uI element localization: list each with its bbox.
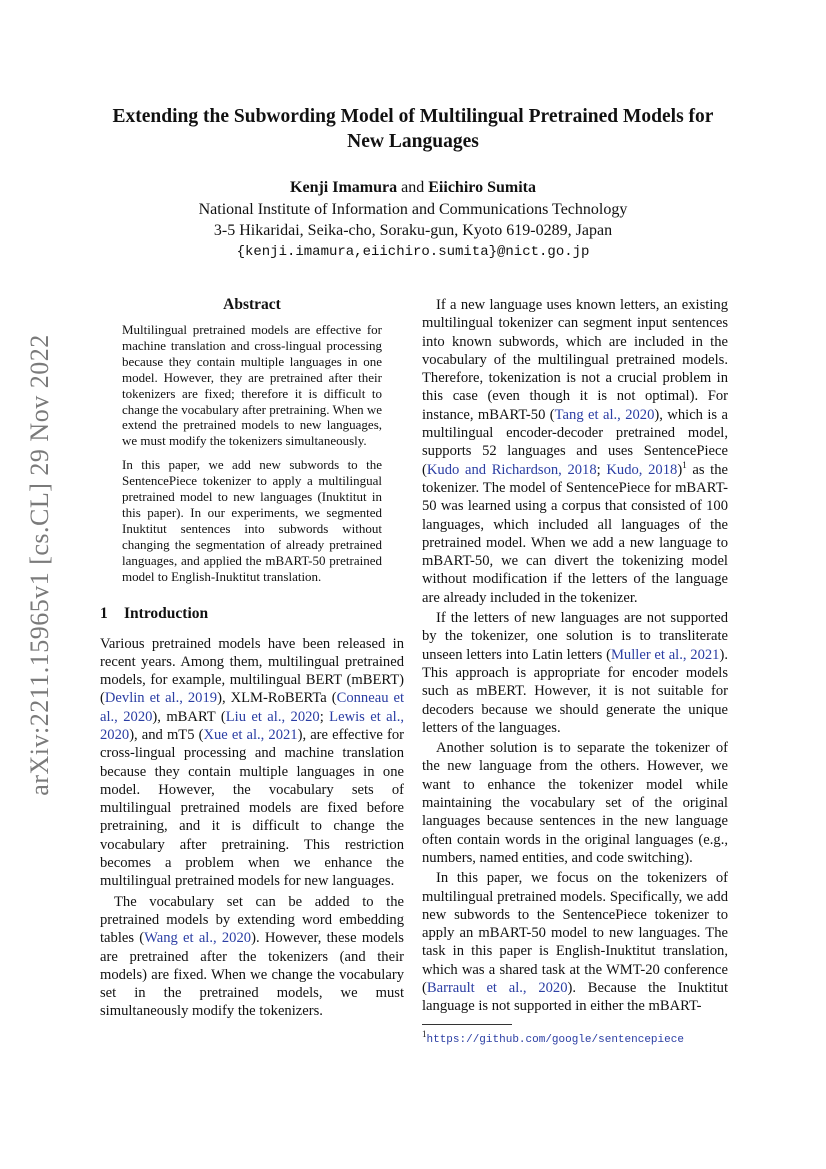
paragraph: In this paper, we focus on the tokenizers of multilingual pretrained models. Specifically, we add new subwords to the SentencePiece tokenizer to apply an mBART-50 model to new languages. The task in this paper is English-Inuktitut translation, which was a shared task at the WMT-20 conference (Barrault et al., 2020). Because the Inuktitut language is not supported in either the mBART- (422, 870, 729, 1015)
abstract-paragraph: Multilingual pretrained models are effective for machine translation and cross-lingual processing because they contain multiple languages in one model. However, they are pretrained after their tokenizers are fixed; therefore it is difficult to change the vocabulary after pretraining. When we extend the pretrained models to new languages, we must modify the tokenizers simultaneously. (122, 322, 382, 449)
abstract-body (122, 322, 382, 585)
citation-link[interactable]: Lewis et al., 2020 (100, 708, 404, 743)
citation-link[interactable]: Tang et al., 2020 (554, 406, 655, 423)
citation-link[interactable]: Conneau et al., 2020 (100, 690, 404, 725)
citation-link[interactable]: Xue et al., 2021 (203, 726, 298, 743)
paragraph: If a new language uses known letters, an existing multilingual tokenizer can segment input sentences into known subwords, which are included in the vocabulary of the multilingual pretrained models. Therefore, tokenization is not a crucial problem in this case (even though it is not optimal). For instance, mBART-50 (Tang et al., 2020), which is a multilingual encoder-decoder pretrained model, supports 52 languages and uses SentencePiece (Kudo and Richardson, 2018; Kudo, 2018)$^1$ as the tokenizer. The model of SentencePiece for mBART-50 was learned using a corpus that consisted of 100 languages, which included all languages of the pretrained model. When we add a new language to mBART-50, we can divert the tokenizing model without modification if the letters of the language are already included in the tokenizer. (422, 297, 728, 606)
citation-link[interactable]: Muller et al., 2021 (610, 646, 720, 663)
citation-link[interactable]: Kudo and Richardson, 2018 (426, 461, 597, 478)
introduction-body (100, 635, 404, 1021)
right-column (422, 296, 728, 1047)
section-number: 1 (100, 604, 108, 622)
arxiv-identifier: arXiv:2211.15965v1 [cs.CL] 29 Nov 2022 (25, 334, 54, 796)
citation-link[interactable]: Devlin et al., 2019 (104, 690, 218, 707)
abstract-paragraph: In this paper, we add new subwords to the SentencePiece tokenizer to apply a multilingual pretrained model to new languages (Inuktitut in this paper). In our experiments, we segmented Inuktitut sentences into subwords without changing the segmentation of already pretrained languages, and applied the mBART-50 pretrained model to English-Inuktitut translation. (122, 457, 382, 584)
affiliation: National Institute of Information and Communications Technology (198, 200, 628, 218)
footnote-number: 1 (422, 1028, 427, 1039)
footnote (422, 1028, 728, 1047)
citation-link[interactable]: Wang et al., 2020 (144, 930, 252, 947)
citation-link[interactable]: Kudo, 2018 (606, 461, 678, 478)
footnote-url[interactable]: https://github.com/google/sentencepiece (426, 1033, 684, 1046)
section-title: Introduction (124, 604, 209, 622)
right-column-body (422, 296, 728, 1016)
footnote-marker[interactable]: 1 (682, 459, 687, 470)
paragraph: If the letters of new languages are not supported by the tokenizer, one solution is to transliterate unseen letters into Latin letters (Muller et al., 2021). This approach is appropriate for encoder models such as mBERT. However, it is not suitable for decoders because we should generate the unique letters of the languages. (422, 610, 728, 736)
arxiv-sidebar (18, 330, 62, 800)
footnote-divider (422, 1024, 512, 1025)
citation-link[interactable]: Barrault et al., 2020 (426, 979, 568, 996)
paragraph: The vocabulary set can be added to the pretrained models by extending word embedding tables (Wang et al., 2020). However, these models are pretrained after the tokenizers (and their models) are fixed. When we change the vocabulary set in the pretrained models, we must simultaneously modify the tokenizers. (100, 893, 404, 1020)
left-column (100, 296, 404, 1021)
abstract-heading: Abstract (223, 296, 281, 313)
address: 3-5 Hikaridai, Seika-cho, Soraku-gun, Kyoto 619-0289, Japan (213, 222, 613, 239)
citation-link[interactable]: Liu et al., 2020 (225, 708, 320, 725)
author-block (100, 177, 726, 263)
author-2: Eiichiro Sumita (428, 179, 536, 196)
author-names (100, 177, 726, 199)
author-1: Kenji Imamura (290, 179, 398, 196)
email: {kenji.imamura,eiichiro.sumita}@nict.go.jp (236, 243, 590, 260)
paragraph: Another solution is to separate the tokenizer of the new language from the others. However, we want to enhance the tokenizer model while maintaining the vocabulary set of the original languages because sentences in the new language often contain words in the original languages (e.g., numbers, named entities, and code switching). (422, 740, 728, 866)
paragraph: Various pretrained models have been released in recent years. Among them, multilingual pretrained models, for example, multilingual BERT (mBERT) (Devlin et al., 2019), XLM-RoBERTa (Conneau et al., 2020), mBART (Liu et al., 2020; Lewis et al., 2020), and mT5 (Xue et al., 2021), are effective for cross-lingual processing and machine translation because they contain multiple languages in one model. However, the vocabulary sets of multilingual pretrained models are fixed before pretraining, and it is difficult to change the vocabulary after pretraining. This restriction becomes a problem when we enhance the multilingual pretrained models for new languages. (100, 635, 404, 890)
section-heading-introduction (100, 605, 404, 623)
author-separator: and (401, 179, 425, 196)
paper-title: Extending the Subwording Model of Multilingual Pretrained Models for New Languages (112, 106, 714, 152)
